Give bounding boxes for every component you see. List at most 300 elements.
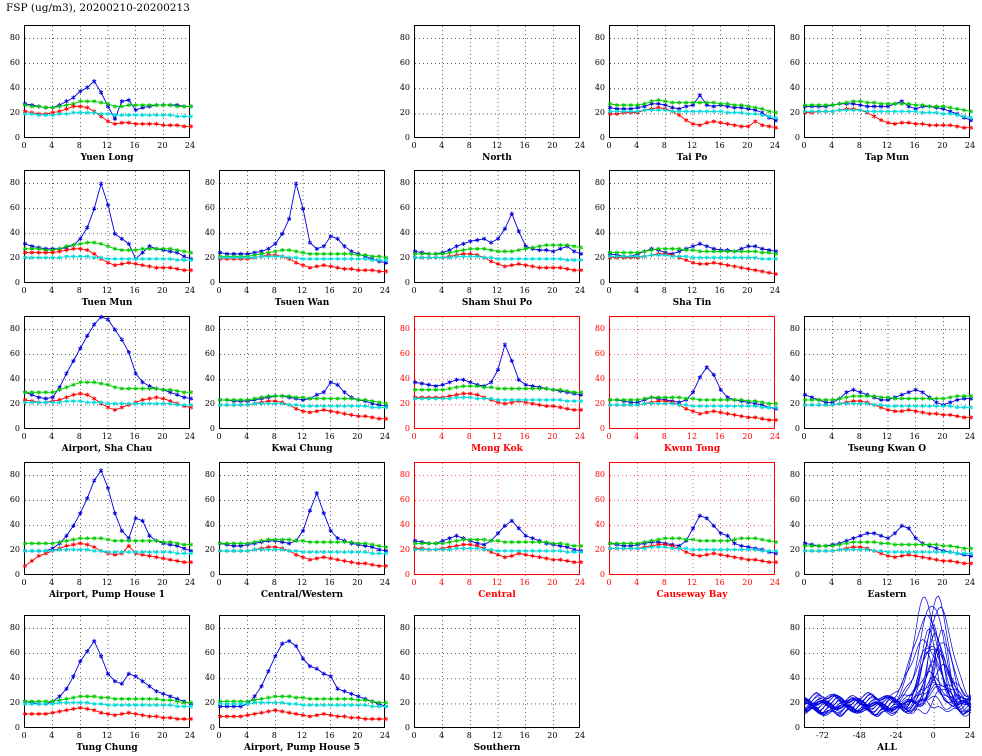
y-axis-tick-label: 0 xyxy=(14,723,20,732)
x-axis-tick-label: 4 xyxy=(439,731,445,740)
plot-area xyxy=(804,316,970,429)
x-axis-tick-label: 4 xyxy=(439,286,445,295)
chart-panel xyxy=(0,168,196,311)
x-axis-tick-label: 24 xyxy=(574,432,586,441)
y-axis-tick-label: 60 xyxy=(9,348,20,358)
x-axis-tick-label: 8 xyxy=(76,141,82,150)
x-axis-tick-label: 4 xyxy=(244,286,250,295)
y-axis-tick-label: 0 xyxy=(14,424,20,433)
y-axis-tick-label: 80 xyxy=(9,469,20,479)
panel-title: Sha Tin xyxy=(672,298,712,308)
x-axis-tick-label: 24 xyxy=(184,578,196,587)
y-axis-tick-label: 20 xyxy=(9,697,20,707)
x-axis-tick-label: 12 xyxy=(491,578,503,587)
chart-panel xyxy=(585,460,781,603)
y-axis-tick-label: 0 xyxy=(14,570,20,579)
x-axis-tick-label: 0 xyxy=(801,432,807,441)
x-axis-tick-label: 12 xyxy=(686,286,698,295)
panel-title: Tung Chung xyxy=(76,743,138,753)
x-axis-tick-label: 20 xyxy=(547,731,558,740)
y-axis-tick-label: 80 xyxy=(9,177,20,187)
panel-title: Central xyxy=(478,590,516,600)
y-axis-tick-label: 40 xyxy=(789,373,800,383)
x-axis-tick-label: 0 xyxy=(606,432,612,441)
panel-title: Mong Kok xyxy=(471,444,523,454)
y-axis-tick-label: 60 xyxy=(789,494,800,504)
y-axis-tick-label: 20 xyxy=(594,544,605,554)
y-axis-tick-label: 0 xyxy=(599,133,605,142)
plot-area xyxy=(609,170,775,283)
y-axis-tick-label: 80 xyxy=(594,323,605,333)
panel-title: Eastern xyxy=(867,590,907,600)
y-axis-tick-label: 80 xyxy=(204,622,215,632)
x-axis-tick-label: 24 xyxy=(184,432,196,441)
y-axis-tick-label: 20 xyxy=(789,544,800,554)
x-axis-tick-label: 4 xyxy=(634,286,640,295)
plot-area xyxy=(24,25,190,138)
x-axis-tick-label: 8 xyxy=(466,286,472,295)
x-axis-tick-label: 12 xyxy=(491,731,503,740)
y-axis-tick-label: 20 xyxy=(204,252,215,262)
panel-title: Tsuen Wan xyxy=(274,298,330,308)
x-axis-tick-label: 24 xyxy=(964,141,976,150)
x-axis-tick-label: 0 xyxy=(411,286,417,295)
x-axis-tick-label: 4 xyxy=(634,141,640,150)
y-axis-tick-label: 80 xyxy=(9,622,20,632)
chart-panel xyxy=(0,314,196,457)
x-axis-tick-label: 24 xyxy=(574,141,586,150)
x-axis-tick-label: 24 xyxy=(184,731,196,740)
y-axis-tick-label: 0 xyxy=(599,570,605,579)
x-axis-tick-label: 0 xyxy=(411,731,417,740)
y-axis-tick-label: 20 xyxy=(9,398,20,408)
x-axis-tick-label: 0 xyxy=(411,141,417,150)
x-axis-tick-label: 0 xyxy=(606,141,612,150)
plot-area xyxy=(24,170,190,283)
x-axis-tick-label: 16 xyxy=(324,432,335,441)
y-axis-tick-label: 80 xyxy=(204,177,215,187)
x-axis-tick-label: 12 xyxy=(491,432,503,441)
x-axis-tick-label: 20 xyxy=(937,432,948,441)
x-axis-tick-label: 0 xyxy=(606,578,612,587)
y-axis-tick-label: 20 xyxy=(204,544,215,554)
x-axis-tick-label: 4 xyxy=(634,578,640,587)
x-axis-tick-label: 12 xyxy=(686,141,698,150)
chart-panel xyxy=(390,314,586,457)
y-axis-tick-label: 0 xyxy=(794,570,800,579)
plot-area xyxy=(804,462,970,575)
y-axis-tick-label: 60 xyxy=(204,202,215,212)
x-axis-tick-label: 24 xyxy=(379,578,391,587)
panel-title: Causeway Bay xyxy=(656,590,728,600)
y-axis-tick-label: 20 xyxy=(9,107,20,117)
y-axis-tick-label: 80 xyxy=(594,32,605,42)
chart-panel xyxy=(0,613,196,756)
x-axis-tick-label: 4 xyxy=(49,141,55,150)
x-axis-tick-label: 4 xyxy=(439,578,445,587)
x-axis-tick-label: 24 xyxy=(964,731,976,740)
x-axis-tick-label: 12 xyxy=(296,731,308,740)
y-axis-tick-label: 40 xyxy=(9,227,20,237)
y-axis-tick-label: 80 xyxy=(789,323,800,333)
x-axis-tick-label: 8 xyxy=(661,578,667,587)
panel-title: Yuen Long xyxy=(80,153,134,163)
x-axis-tick-label: 8 xyxy=(856,141,862,150)
y-axis-tick-label: 60 xyxy=(204,494,215,504)
x-axis-tick-label: 20 xyxy=(547,286,558,295)
x-axis-tick-label: 4 xyxy=(634,432,640,441)
x-axis-tick-label: 8 xyxy=(466,731,472,740)
chart-panel xyxy=(780,23,976,166)
x-axis-tick-label: 20 xyxy=(547,578,558,587)
page-title: FSP (ug/m3), 20200210-20200213 xyxy=(6,2,190,14)
y-axis-tick-label: 20 xyxy=(789,697,800,707)
y-axis-tick-label: 0 xyxy=(794,424,800,433)
x-axis-tick-label: 20 xyxy=(742,141,753,150)
x-axis-tick-label: 20 xyxy=(937,578,948,587)
x-axis-tick-label: 4 xyxy=(439,141,445,150)
x-axis-tick-label: 12 xyxy=(296,578,308,587)
y-axis-tick-label: 20 xyxy=(399,697,410,707)
y-axis-tick-label: 0 xyxy=(404,424,410,433)
y-axis-tick-label: 0 xyxy=(599,424,605,433)
x-axis-tick-label: 0 xyxy=(21,578,27,587)
y-axis-tick-label: 60 xyxy=(9,494,20,504)
y-axis-tick-label: 60 xyxy=(399,647,410,657)
x-axis-tick-label: 16 xyxy=(714,141,725,150)
y-axis-tick-label: 60 xyxy=(9,202,20,212)
y-axis-tick-label: 40 xyxy=(399,373,410,383)
x-axis-tick-label: 24 xyxy=(964,432,976,441)
y-axis-tick-label: 40 xyxy=(204,672,215,682)
panel-title: Airport, Pump House 5 xyxy=(243,743,361,753)
x-axis-tick-label: 24 xyxy=(184,141,196,150)
x-axis-tick-label: 16 xyxy=(129,578,140,587)
x-axis-tick-label: 0 xyxy=(930,731,936,740)
x-axis-tick-label: 20 xyxy=(547,141,558,150)
chart-panel xyxy=(390,168,586,311)
x-axis-tick-label: 16 xyxy=(324,286,335,295)
y-axis-tick-label: 80 xyxy=(399,177,410,187)
chart-panel xyxy=(780,613,976,756)
y-axis-tick-label: 40 xyxy=(9,672,20,682)
x-axis-tick-label: 16 xyxy=(324,578,335,587)
x-axis-tick-label: 16 xyxy=(519,578,530,587)
x-axis-tick-label: 0 xyxy=(606,286,612,295)
plot-area xyxy=(219,316,385,429)
x-axis-tick-label: 8 xyxy=(76,731,82,740)
x-axis-tick-label: 8 xyxy=(466,141,472,150)
y-axis-tick-label: 80 xyxy=(204,323,215,333)
plot-area xyxy=(414,316,580,429)
x-axis-tick-label: 12 xyxy=(881,578,893,587)
y-axis-tick-label: 40 xyxy=(204,519,215,529)
y-axis-tick-label: 20 xyxy=(399,544,410,554)
y-axis-tick-label: 20 xyxy=(9,544,20,554)
y-axis-tick-label: 40 xyxy=(204,373,215,383)
y-axis-tick-label: 40 xyxy=(789,519,800,529)
y-axis-tick-label: 80 xyxy=(594,469,605,479)
y-axis-tick-label: 80 xyxy=(594,177,605,187)
x-axis-tick-label: 24 xyxy=(574,286,586,295)
y-axis-tick-label: 60 xyxy=(399,348,410,358)
x-axis-tick-label: 0 xyxy=(216,731,222,740)
chart-panel xyxy=(585,23,781,166)
y-axis-tick-label: 80 xyxy=(399,323,410,333)
y-axis-tick-label: 0 xyxy=(599,278,605,287)
x-axis-tick-label: 16 xyxy=(129,286,140,295)
x-axis-tick-label: 4 xyxy=(49,286,55,295)
chart-panel xyxy=(195,613,391,756)
y-axis-tick-label: 80 xyxy=(789,469,800,479)
x-axis-tick-label: 4 xyxy=(244,432,250,441)
x-axis-tick-label: 4 xyxy=(244,578,250,587)
panel-title: Kwun Tong xyxy=(663,444,721,454)
plot-area xyxy=(219,170,385,283)
panel-title: Tseung Kwan O xyxy=(847,444,927,454)
y-axis-tick-label: 0 xyxy=(794,133,800,142)
x-axis-tick-label: 4 xyxy=(439,432,445,441)
plot-area xyxy=(804,25,970,138)
x-axis-tick-label: 8 xyxy=(466,432,472,441)
y-axis-tick-label: 20 xyxy=(594,107,605,117)
x-axis-tick-label: 16 xyxy=(909,141,920,150)
y-axis-tick-label: 80 xyxy=(789,622,800,632)
y-axis-tick-label: 20 xyxy=(204,398,215,408)
y-axis-tick-label: 80 xyxy=(9,32,20,42)
x-axis-tick-label: 4 xyxy=(49,731,55,740)
y-axis-tick-label: 80 xyxy=(789,32,800,42)
chart-panel xyxy=(390,23,586,166)
x-axis-tick-label: 8 xyxy=(856,432,862,441)
x-axis-tick-label: 16 xyxy=(129,141,140,150)
x-axis-tick-label: 8 xyxy=(76,286,82,295)
chart-panel xyxy=(780,314,976,457)
x-axis-tick-label: 4 xyxy=(829,141,835,150)
x-axis-tick-label: 4 xyxy=(49,432,55,441)
y-axis-tick-label: 40 xyxy=(399,672,410,682)
x-axis-tick-label: 16 xyxy=(909,578,920,587)
x-axis-tick-label: 20 xyxy=(157,731,168,740)
y-axis-tick-label: 60 xyxy=(399,494,410,504)
y-axis-tick-label: 20 xyxy=(204,697,215,707)
y-axis-tick-label: 20 xyxy=(399,252,410,262)
panel-title: ALL xyxy=(877,743,897,753)
y-axis-tick-label: 20 xyxy=(399,398,410,408)
plot-area xyxy=(609,462,775,575)
x-axis-tick-label: 12 xyxy=(101,432,113,441)
chart-panel xyxy=(195,168,391,311)
y-axis-tick-label: 0 xyxy=(794,723,800,732)
y-axis-tick-label: 40 xyxy=(789,672,800,682)
plot-area xyxy=(414,170,580,283)
x-axis-tick-label: 24 xyxy=(769,578,781,587)
x-axis-tick-label: 16 xyxy=(714,286,725,295)
x-axis-tick-label: 8 xyxy=(856,578,862,587)
y-axis-tick-label: 0 xyxy=(404,278,410,287)
y-axis-tick-label: 40 xyxy=(594,82,605,92)
chart-panel xyxy=(780,460,976,603)
panel-title: Central/Western xyxy=(260,590,344,600)
plot-area xyxy=(24,615,190,728)
panel-title: Tai Po xyxy=(676,153,708,163)
x-axis-tick-label: 16 xyxy=(324,731,335,740)
chart-panel xyxy=(195,460,391,603)
x-axis-tick-label: 4 xyxy=(244,731,250,740)
x-axis-tick-label: 16 xyxy=(714,578,725,587)
x-axis-tick-label: 24 xyxy=(769,286,781,295)
x-axis-tick-label: 12 xyxy=(881,432,893,441)
x-axis-tick-label: 8 xyxy=(271,578,277,587)
x-axis-tick-label: 20 xyxy=(157,141,168,150)
panel-title: Kwai Chung xyxy=(271,444,333,454)
y-axis-tick-label: 60 xyxy=(399,57,410,67)
y-axis-tick-label: 40 xyxy=(594,227,605,237)
x-axis-tick-label: 16 xyxy=(129,731,140,740)
x-axis-tick-label: 4 xyxy=(829,432,835,441)
y-axis-tick-label: 20 xyxy=(594,252,605,262)
panel-title: Airport, Sha Chau xyxy=(61,444,153,454)
x-axis-tick-label: 24 xyxy=(379,432,391,441)
panel-title: Tuen Mun xyxy=(81,298,133,308)
y-axis-tick-label: 60 xyxy=(204,348,215,358)
y-axis-tick-label: 60 xyxy=(789,57,800,67)
chart-panel xyxy=(585,168,781,311)
panel-title: Sham Shui Po xyxy=(461,298,533,308)
x-axis-tick-label: 0 xyxy=(21,731,27,740)
x-axis-tick-label: 12 xyxy=(491,286,503,295)
x-axis-tick-label: 12 xyxy=(296,432,308,441)
y-axis-tick-label: 20 xyxy=(399,107,410,117)
y-axis-tick-label: 60 xyxy=(9,647,20,657)
y-axis-tick-label: 60 xyxy=(204,647,215,657)
y-axis-tick-label: 20 xyxy=(789,107,800,117)
x-axis-tick-label: 16 xyxy=(519,432,530,441)
x-axis-tick-label: 20 xyxy=(157,286,168,295)
plot-area xyxy=(24,462,190,575)
plot-area xyxy=(219,615,385,728)
x-axis-tick-label: 8 xyxy=(76,578,82,587)
x-axis-tick-label: 12 xyxy=(101,286,113,295)
y-axis-tick-label: 80 xyxy=(204,469,215,479)
y-axis-tick-label: 20 xyxy=(594,398,605,408)
x-axis-tick-label: 12 xyxy=(296,286,308,295)
plot-area xyxy=(414,462,580,575)
x-axis-tick-label: 16 xyxy=(519,731,530,740)
plot-area xyxy=(609,25,775,138)
chart-panel xyxy=(0,23,196,166)
y-axis-tick-label: 60 xyxy=(594,348,605,358)
y-axis-tick-label: 40 xyxy=(9,519,20,529)
x-axis-tick-label: 12 xyxy=(686,432,698,441)
x-axis-tick-label: 24 xyxy=(769,432,781,441)
chart-panel xyxy=(390,460,586,603)
x-axis-tick-label: 12 xyxy=(101,731,113,740)
x-axis-tick-label: 8 xyxy=(661,141,667,150)
y-axis-tick-label: 0 xyxy=(14,133,20,142)
x-axis-tick-label: 8 xyxy=(271,286,277,295)
x-axis-tick-label: 20 xyxy=(352,286,363,295)
x-axis-tick-label: -24 xyxy=(889,731,903,740)
y-axis-tick-label: 60 xyxy=(9,57,20,67)
y-axis-tick-label: 0 xyxy=(209,570,215,579)
y-axis-tick-label: 0 xyxy=(404,723,410,732)
y-axis-tick-label: 80 xyxy=(399,32,410,42)
panel-title: North xyxy=(482,153,512,163)
x-axis-tick-label: 8 xyxy=(76,432,82,441)
x-axis-tick-label: 0 xyxy=(216,432,222,441)
x-axis-tick-label: 24 xyxy=(574,578,586,587)
x-axis-tick-label: 20 xyxy=(547,432,558,441)
x-axis-tick-label: 4 xyxy=(829,578,835,587)
plot-area xyxy=(219,462,385,575)
x-axis-tick-label: -72 xyxy=(815,731,829,740)
x-axis-tick-label: 8 xyxy=(661,286,667,295)
x-axis-tick-label: 16 xyxy=(519,286,530,295)
x-axis-tick-label: 0 xyxy=(801,141,807,150)
y-axis-tick-label: 80 xyxy=(399,622,410,632)
y-axis-tick-label: 40 xyxy=(9,82,20,92)
x-axis-tick-label: 24 xyxy=(379,286,391,295)
panel-title: Tap Mun xyxy=(864,153,910,163)
plot-area xyxy=(609,316,775,429)
x-axis-tick-label: 20 xyxy=(157,578,168,587)
y-axis-tick-label: 0 xyxy=(209,723,215,732)
plot-area xyxy=(414,615,580,728)
y-axis-tick-label: 60 xyxy=(594,494,605,504)
x-axis-tick-label: 12 xyxy=(101,141,113,150)
y-axis-tick-label: 60 xyxy=(594,202,605,212)
panel-title: Southern xyxy=(473,743,521,753)
x-axis-tick-label: 20 xyxy=(742,578,753,587)
x-axis-tick-label: 12 xyxy=(491,141,503,150)
x-axis-tick-label: 12 xyxy=(686,578,698,587)
chart-panel xyxy=(0,460,196,603)
x-axis-tick-label: 0 xyxy=(216,578,222,587)
x-axis-tick-label: 0 xyxy=(801,578,807,587)
x-axis-tick-label: 4 xyxy=(49,578,55,587)
x-axis-tick-label: 8 xyxy=(661,432,667,441)
y-axis-tick-label: 60 xyxy=(789,348,800,358)
y-axis-tick-label: 40 xyxy=(9,373,20,383)
y-axis-tick-label: 40 xyxy=(399,519,410,529)
y-axis-tick-label: 60 xyxy=(789,647,800,657)
y-axis-tick-label: 0 xyxy=(209,278,215,287)
y-axis-tick-label: 0 xyxy=(404,570,410,579)
y-axis-tick-label: 80 xyxy=(399,469,410,479)
x-axis-tick-label: 20 xyxy=(352,578,363,587)
x-axis-tick-label: 8 xyxy=(271,731,277,740)
x-axis-tick-label: 20 xyxy=(742,286,753,295)
y-axis-tick-label: 40 xyxy=(594,373,605,383)
panel-title: Airport, Pump House 1 xyxy=(48,590,166,600)
x-axis-tick-label: 24 xyxy=(184,286,196,295)
chart-panel xyxy=(390,613,586,756)
x-axis-tick-label: 24 xyxy=(574,731,586,740)
y-axis-tick-label: 40 xyxy=(399,227,410,237)
x-axis-tick-label: -48 xyxy=(852,731,866,740)
x-axis-tick-label: 12 xyxy=(881,141,893,150)
x-axis-tick-label: 0 xyxy=(21,286,27,295)
y-axis-tick-label: 0 xyxy=(209,424,215,433)
x-axis-tick-label: 20 xyxy=(352,731,363,740)
y-axis-tick-label: 40 xyxy=(399,82,410,92)
x-axis-tick-label: 16 xyxy=(714,432,725,441)
x-axis-tick-label: 20 xyxy=(742,432,753,441)
x-axis-tick-label: 0 xyxy=(21,141,27,150)
y-axis-tick-label: 60 xyxy=(594,57,605,67)
y-axis-tick-label: 40 xyxy=(789,82,800,92)
